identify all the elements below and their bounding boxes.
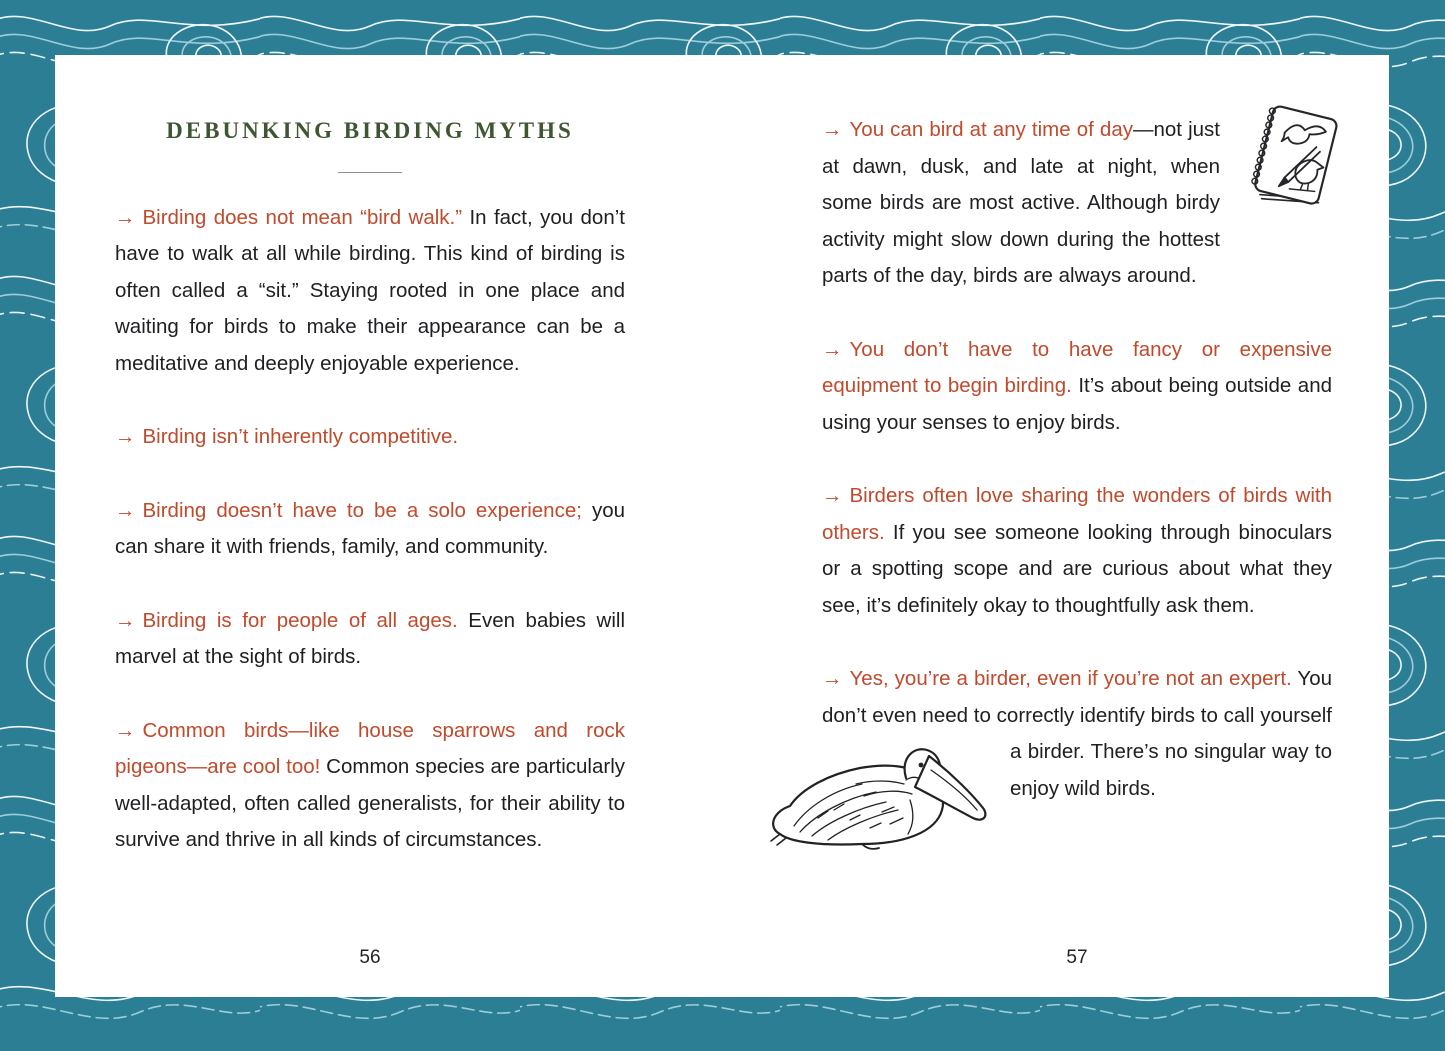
arrow-glyph: → [822,118,843,141]
arrow-glyph: → [115,425,136,448]
myth-competitive [115,419,625,456]
arrow-glyph: → [115,608,136,632]
paragraph-text: Common species are particularly well-adapted, often called generalists, for their ability to survive and thrive in all kinds of circumstances. [115,755,625,851]
paragraph-text: —not just at dawn, dusk, and late at night, when some birds are most active. Although birdy activity might slow down during the hottest parts of the day, birds are always around. [822,118,1220,287]
paragraph-lead: You can bird at any time of day [849,118,1133,141]
arrow-glyph: → [822,484,843,507]
paragraph-lead: Birding is for people of all ages. [142,608,458,632]
arrow-glyph: → [822,667,843,690]
page-number-left: 56 [359,947,381,968]
title-divider [338,172,402,173]
paragraph-lead: Birding does not mean “bird walk.” [142,205,463,229]
paragraph-text: you can share it with friends, family, and community. [115,498,625,558]
myth-equipment [822,332,1332,442]
myth-bird-walk [115,200,625,383]
paragraph-text: It’s about being outside and using your senses to enjoy birds. [822,374,1332,434]
paragraph-text: If you see someone looking through binoculars or a spotting scope and are curious about what they see, it’s definitely okay to thoughtfully ask them. [822,520,1332,617]
paragraph-text: In fact, you don’t have to walk at all while birding. This kind of birding is often called a “sit.” Staying rooted in one place and waiting for birds to make their appearance can be a meditative and deeply enjoyable experience. [115,205,625,375]
paragraph-lead: Common birds—like house sparrows and rock pigeons—are cool too! [115,718,625,778]
pelican-icon [764,740,1002,860]
paragraph-text: Even babies will marvel at the sight of birds. [115,608,625,668]
myth-common-birds [115,713,625,859]
arrow-glyph: → [115,498,136,522]
pelican-illustration [764,740,1002,860]
page-number-right: 57 [1066,947,1088,968]
section-title: DEBUNKING BIRDING MYTHS [166,118,574,143]
paragraph-text: call yourself a birder. There’s no singular way to enjoy wild birds. [1010,703,1332,800]
paragraph-lead: Birding doesn’t have to be a solo experience; [142,498,582,522]
myth-solo-experience [115,493,625,566]
myth-expert [822,661,1332,807]
paragraph-lead: Birders often love sharing the wonders of birds with others. [822,484,1332,544]
book-spread-page [55,55,1389,997]
left-page-column [115,55,625,859]
right-page-column [822,55,1332,860]
arrow-glyph: → [115,205,136,229]
myth-time-of-day [822,112,1332,295]
paragraph-lead: You don’t have to have fancy or expensive equipment to begin birding. [822,337,1332,397]
paragraph-text: You don’t even need to correctly identify birds to [822,667,1332,727]
bird-sketchbook-illustration [1234,102,1352,216]
myth-all-ages [115,603,625,676]
paragraph-lead: Yes, you’re a birder, even if you’re not an expert. [849,667,1292,690]
arrow-glyph: → [115,718,136,742]
paragraph-lead: Birding isn’t inherently competitive. [142,425,459,448]
myth-sharing [822,478,1332,624]
arrow-glyph: → [822,337,843,361]
sketchbook-icon [1234,102,1352,216]
